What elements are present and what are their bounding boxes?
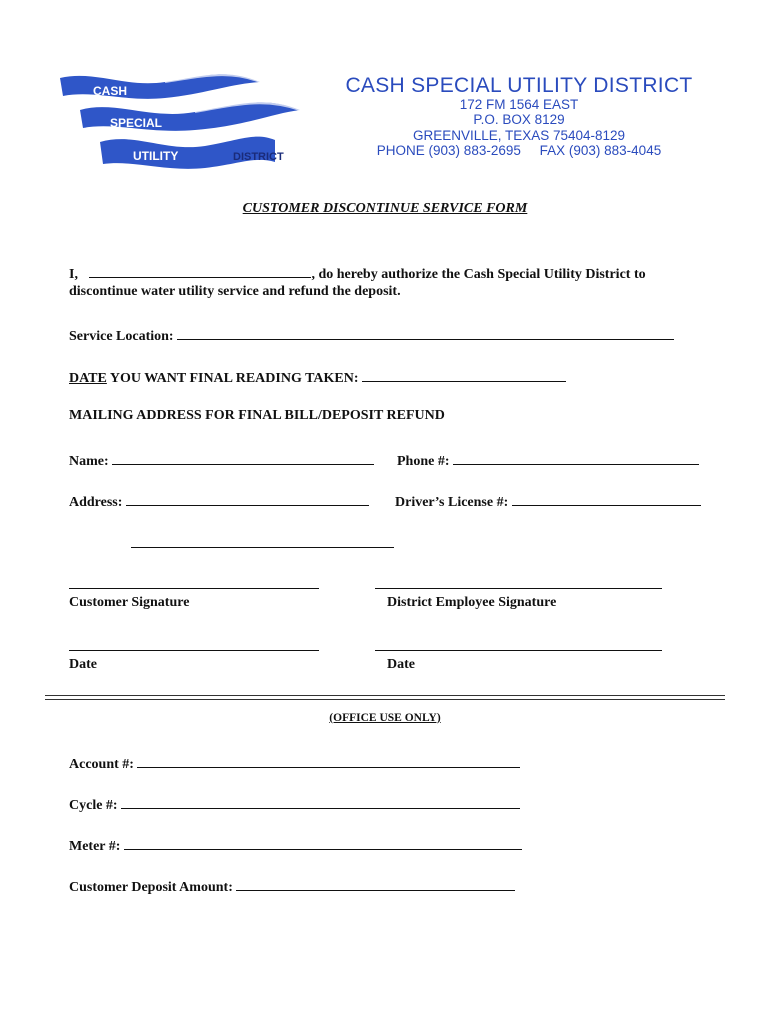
service-location-row <box>69 325 674 345</box>
name-label: Name: <box>69 454 109 469</box>
account-row <box>69 753 520 773</box>
employee-date-line[interactable] <box>375 650 662 651</box>
final-reading-label: YOU WANT FINAL READING TAKEN: <box>106 371 359 386</box>
customer-date-line[interactable] <box>69 650 319 651</box>
employee-signature-line[interactable] <box>375 588 662 589</box>
logo-word-special: SPECIAL <box>110 116 163 130</box>
phone-fax-line <box>330 143 708 159</box>
authorization-line-2: discontinue water utility service and refund the deposit. <box>69 284 401 299</box>
deposit-row <box>69 876 515 896</box>
deposit-field[interactable] <box>236 876 515 891</box>
auth-suffix: , do hereby authorize the Cash Special Utility District to <box>311 267 646 282</box>
phone-field[interactable] <box>453 450 699 465</box>
deposit-label: Customer Deposit Amount: <box>69 880 233 895</box>
city-state-zip: GREENVILLE, TEXAS 75404-8129 <box>412 128 626 143</box>
meter-field[interactable] <box>124 835 522 850</box>
authorization-line-1 <box>69 263 646 283</box>
customer-signature-line[interactable] <box>69 588 319 589</box>
final-reading-date-word: DATE <box>69 371 107 386</box>
cycle-label: Cycle #: <box>69 798 118 813</box>
office-use-heading: (OFFICE USE ONLY) <box>329 712 441 724</box>
account-label: Account #: <box>69 757 134 772</box>
district-name-title: CASH SPECIAL UTILITY DISTRICT <box>345 74 693 97</box>
form-title: CUSTOMER DISCONTINUE SERVICE FORM <box>242 201 528 216</box>
logo-word-cash: CASH <box>93 84 128 98</box>
phone-label: Phone #: <box>397 454 450 469</box>
phone-row <box>397 450 699 470</box>
license-label: Driver’s License #: <box>395 495 509 510</box>
cycle-row <box>69 794 520 814</box>
employee-date-label: Date <box>387 657 415 672</box>
auth-prefix: I, <box>69 267 78 282</box>
logo-word-utility: UTILITY <box>133 149 179 163</box>
office-use-divider <box>45 695 725 700</box>
mailing-address-heading: MAILING ADDRESS FOR FINAL BILL/DEPOSIT REFUND <box>69 408 445 423</box>
address-line-2: P.O. BOX 8129 <box>473 112 565 127</box>
logo-word-district: DISTRICT <box>233 151 284 163</box>
license-field[interactable] <box>512 491 701 506</box>
address-label: Address: <box>69 495 123 510</box>
account-field[interactable] <box>137 753 520 768</box>
customer-signature-label: Customer Signature <box>69 595 190 610</box>
final-reading-row <box>69 367 566 387</box>
service-location-field[interactable] <box>177 325 674 340</box>
cycle-field[interactable] <box>121 794 520 809</box>
address-row <box>69 491 369 511</box>
address-field[interactable] <box>126 491 369 506</box>
address-line-2-field[interactable] <box>131 547 394 548</box>
fax-number: FAX (903) 883-4045 <box>539 143 662 158</box>
name-row <box>69 450 374 470</box>
license-row <box>395 491 701 511</box>
district-flag-logo-icon <box>55 70 320 180</box>
customer-name-blank[interactable] <box>89 263 311 278</box>
service-location-label: Service Location: <box>69 329 174 344</box>
employee-signature-label: District Employee Signature <box>387 595 557 610</box>
meter-label: Meter #: <box>69 839 121 854</box>
address-line-1: 172 FM 1564 EAST <box>459 97 579 112</box>
phone-number: PHONE (903) 883-2695 <box>376 143 521 158</box>
final-reading-date-field[interactable] <box>362 367 566 382</box>
customer-date-label: Date <box>69 657 97 672</box>
name-field[interactable] <box>112 450 374 465</box>
meter-row <box>69 835 522 855</box>
